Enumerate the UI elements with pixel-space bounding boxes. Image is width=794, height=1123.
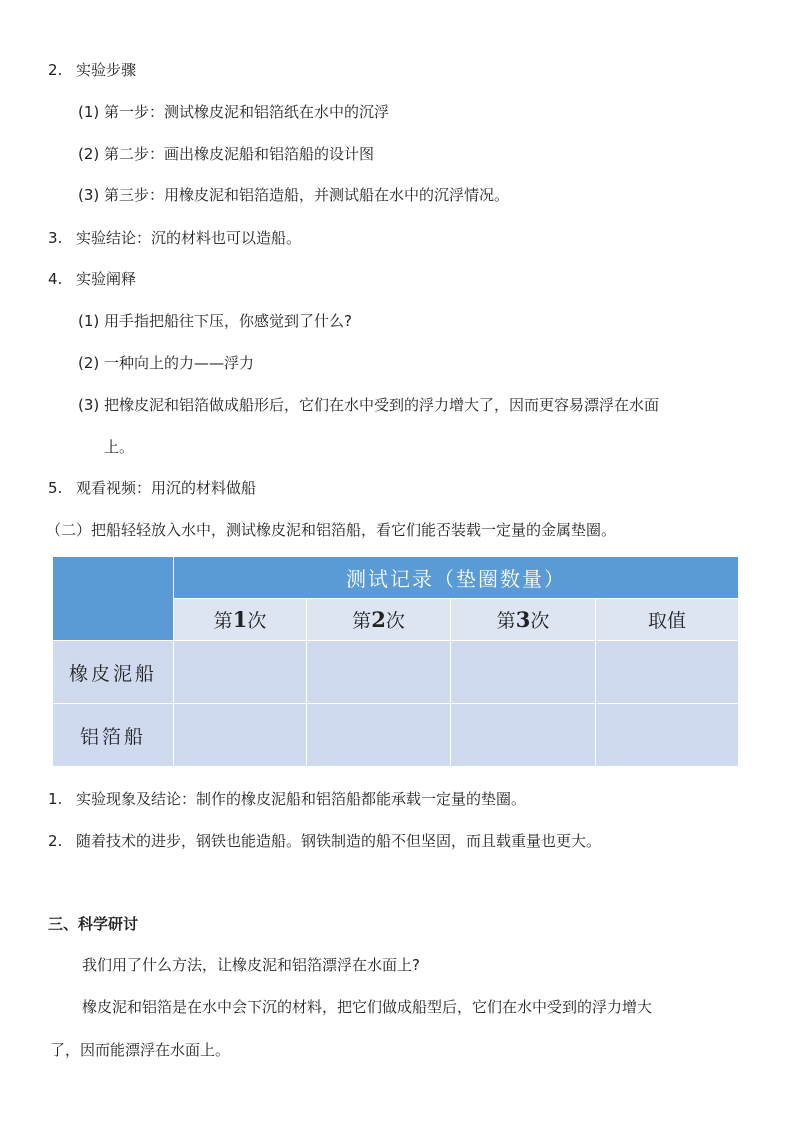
list-number: 2. — [48, 61, 63, 79]
list-number: 2. — [48, 832, 63, 850]
result-line — [48, 831, 601, 851]
list-number: 3. — [48, 229, 63, 247]
table-cell — [451, 641, 596, 704]
discussion-heading: 三、科学研讨 — [48, 915, 139, 933]
discussion-question: 我们用了什么方法，让橡皮泥和铝箔漂浮在水面上? — [82, 956, 420, 974]
table-title: 测试记录（垫圈数量） — [174, 557, 739, 599]
video-text: 观看视频：用沉的材料做船 — [76, 479, 257, 497]
list-number: 4. — [48, 270, 63, 288]
list-number: (2) — [78, 354, 100, 372]
list-text: 第二步：画出橡皮泥船和铝箔船的设计图 — [104, 145, 375, 163]
table-cell — [596, 704, 739, 767]
table-cell — [174, 704, 307, 767]
result-line — [48, 789, 526, 809]
table-cell — [596, 641, 739, 704]
list-item-continuation: 上。 — [104, 438, 135, 456]
list-number: (2) — [78, 145, 100, 163]
list-text: 第一步：测试橡皮泥和铝箔纸在水中的沉浮 — [104, 103, 390, 121]
list-number: (1) — [78, 103, 100, 121]
list-item — [78, 185, 509, 205]
list-item — [78, 311, 352, 331]
table-cell — [174, 641, 307, 704]
row-label: 铝箔船 — [53, 704, 174, 767]
table-cell — [307, 704, 451, 767]
table-cell — [451, 704, 596, 767]
column-header: 第3次 — [451, 599, 596, 641]
list-text: 把橡皮泥和铝箔做成船形后，它们在水中受到的浮力增大了，因而更容易漂浮在水面 — [104, 396, 660, 414]
list-number: (3) — [78, 186, 100, 204]
list-number: 5. — [48, 479, 63, 497]
column-header-value: 取值 — [596, 599, 739, 641]
table-corner-cell — [53, 557, 174, 641]
explain-heading — [48, 269, 136, 289]
list-text: 用手指把船往下压，你感觉到了什么? — [104, 312, 352, 330]
column-header: 第1次 — [174, 599, 307, 641]
conclusion-text: 实验结论：沉的材料也可以造船。 — [76, 229, 302, 247]
heading-text: 实验阐释 — [76, 270, 137, 288]
column-header: 第2次 — [307, 599, 451, 641]
discussion-answer: 橡皮泥和铝箔是在水中会下沉的材料，把它们做成船型后，它们在水中受到的浮力增大 — [82, 998, 653, 1016]
heading-text: 实验步骤 — [76, 61, 137, 79]
result-text: 随着技术的进步，钢铁也能造船。钢铁制造的船不但坚固，而且载重量也更大。 — [76, 832, 602, 850]
list-number: (3) — [78, 396, 100, 414]
list-item — [78, 102, 389, 122]
list-item — [78, 395, 659, 415]
table-cell — [307, 641, 451, 704]
test-record-table — [52, 556, 739, 767]
list-number: 1. — [48, 790, 63, 808]
result-text: 实验现象及结论：制作的橡皮泥船和铝箔船都能承载一定量的垫圈。 — [76, 790, 527, 808]
steps-heading — [48, 60, 136, 80]
conclusion-line — [48, 228, 301, 248]
part2-intro: （二）把船轻轻放入水中，测试橡皮泥和铝箔船，看它们能否装载一定量的金属垫圈。 — [46, 521, 617, 539]
list-item — [78, 144, 374, 164]
video-line — [48, 478, 256, 498]
row-label: 橡皮泥船 — [53, 641, 174, 704]
list-text: 第三步：用橡皮泥和铝箔造船，并测试船在水中的沉浮情况。 — [104, 186, 510, 204]
list-number: (1) — [78, 312, 100, 330]
discussion-answer-cont: 了，因而能漂浮在水面上。 — [50, 1041, 231, 1059]
list-text: 一种向上的力——浮力 — [104, 354, 255, 372]
table-row — [53, 641, 739, 704]
list-item — [78, 353, 254, 373]
table-row — [53, 704, 739, 767]
